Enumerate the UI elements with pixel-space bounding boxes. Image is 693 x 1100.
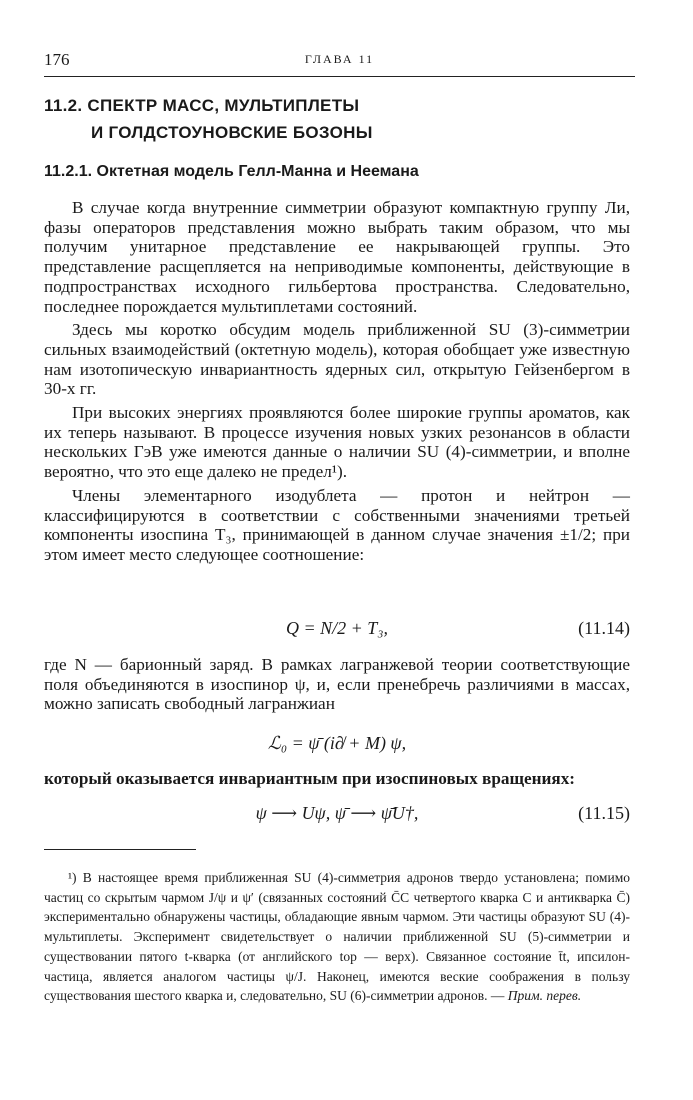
footnote-rule [44, 849, 196, 850]
equation-number: (11.15) [578, 803, 630, 823]
equation-number: (11.14) [578, 618, 630, 638]
equation-formula: Q = N/2 + T₃, [285, 618, 389, 638]
footnote-text: ¹) В настоящее время приближенная SU (4)-симметрия адронов твердо установлена; помимо частиц со скрытым чармом J/ψ и ψ′ (связанных состояний C̄C четвертого кварка C и антикварка C̄) экспериментально обнаружены частицы, обладающие явным чармом. Эти частицы образуют SU (4)-мультиплеты. Эксперимент свидетельствует о наличии приближенной SU (5)-симметрии и существовании пятого t-кварка (от английского top — верх). Связанное состояние t̄t, ипсилон-частица, является аналогом частицы ψ/J. Наконец, имеются веские соображения в пользу существования шестого кварка и, следовательно, SU (6)-симметрии адронов. — [44, 870, 630, 1004]
paragraph: Члены элементарного изодублета — протон и нейтрон — классифицируются в соответствии с собственными значениями третьей компоненты изоспина T₃, принимающей в данном случае значения ±1/2; при этом имеет место следующее соотношение: [44, 485, 630, 564]
paragraph: При высоких энергиях проявляются более широкие группы ароматов, как их теперь называют. В процессе изучения новых узких резонансов в области нескольких ГэВ уже имеются данные о наличии SU (4)-симметрии, и вполне вероятно, что это еще далеко не предел¹). [44, 403, 630, 482]
header-rule [44, 76, 635, 77]
page-header [44, 50, 635, 74]
paragraph: В случае когда внутренние симметрии образуют компактную группу Ли, фазы операторов представления можно выбрать таким образом, что мы получим унитарное представление ее накрывающей группы. Это представление расщепляется на неприводимые компоненты, действующие в подпространствах исходного гильбертова пространства. Следовательно, последнее порождается мультиплетами состояний. [44, 198, 630, 316]
translator-note: Прим. перев. [507, 988, 582, 1004]
equation-formula: ℒ₀ = ψ̄ (i∂̸ + M) ψ, [267, 733, 407, 753]
body-text-block-1 [44, 198, 630, 565]
paragraph: который оказывается инвариантным при изоспиновых вращениях: [44, 769, 576, 788]
section-title-line1: 11.2. СПЕКТР МАСС, МУЛЬТИПЛЕТЫ [44, 96, 360, 115]
equation-formula: ψ ⟶ Uψ, ψ̄ ⟶ ψ̄U†, [255, 803, 419, 823]
section-title [44, 92, 373, 146]
chapter-title: ГЛАВА 11 [304, 52, 375, 66]
equation-lagrangian [44, 733, 630, 757]
section-title-line2: И ГОЛДСТОУНОВСКИЕ БОЗОНЫ [91, 123, 373, 142]
body-text-block-2 [44, 655, 630, 714]
paragraph: Здесь мы коротко обсудим модель приближенной SU (3)-симметрии сильных взаимодействий (октетную модель), которая обобщает уже известную нам изотопическую инвариантность ядерных сил, открытую Гейзенбергом в 30-х гг. [44, 320, 630, 399]
equation-11-15 [44, 803, 630, 827]
equation-11-14 [44, 618, 630, 642]
body-text-block-3 [44, 769, 630, 789]
page-number: 176 [44, 50, 70, 69]
footnote [44, 868, 630, 1006]
paragraph: где N — барионный заряд. В рамках лагранжевой теории соответствующие поля объединяются в изоспинор ψ, и, если пренебречь различиями в массах, можно записать свободный лагранжиан [44, 655, 630, 714]
subsection-title: 11.2.1. Октетная модель Гелл-Манна и Неемана [44, 163, 419, 180]
